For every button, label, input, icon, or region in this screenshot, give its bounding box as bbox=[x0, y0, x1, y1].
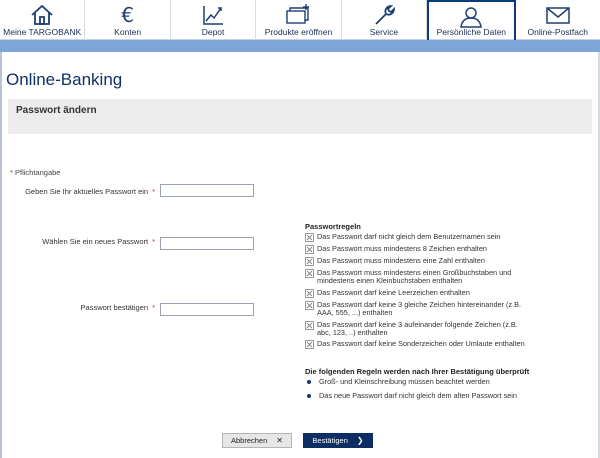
rule-text: Das Passwort darf keine Sonderzeichen oder Umlaute enthalten bbox=[317, 339, 525, 349]
post-check-rule bbox=[305, 377, 490, 386]
cancel-button-label: Abbrechen bbox=[231, 436, 268, 445]
required-mark: * bbox=[152, 237, 155, 246]
rule-text: Das Passwort darf keine 3 gleiche Zeichen hintereinander (z.B. AAA, 555, ...) enthalten bbox=[317, 299, 522, 318]
confirm-password-label bbox=[5, 303, 155, 312]
confirm-password-input[interactable] bbox=[160, 303, 254, 316]
nav-item-produkte-eroeffnen[interactable] bbox=[256, 0, 341, 40]
rule-item bbox=[305, 269, 595, 286]
rule-text: Das Passwort darf keine 3 aufeinander folgende Zeichen (z.B. abc, 123, ..) enthalten bbox=[317, 319, 518, 338]
rule-text: Das Passwort muss mindestens 8 Zeichen enthalten bbox=[317, 244, 487, 253]
required-mark: * bbox=[10, 168, 13, 177]
mail-icon bbox=[545, 3, 571, 27]
nav-label: Meine TARGOBANK bbox=[3, 27, 82, 37]
cards-icon bbox=[285, 3, 311, 27]
chart-icon bbox=[200, 3, 226, 27]
required-mark: * bbox=[152, 303, 155, 312]
rule-item bbox=[305, 245, 595, 254]
current-password-label bbox=[5, 187, 155, 196]
rule-item bbox=[305, 301, 595, 318]
nav-label: Online-Postfach bbox=[527, 27, 588, 37]
euro-icon: € bbox=[121, 3, 134, 27]
rule-text: Das Passwort darf keine Leerzeichen enthalten bbox=[317, 287, 470, 297]
rule-text: Das Passwort muss mindestens einen Großbuchstaben und mindestens einen Kleinbuchstaben enthalten bbox=[317, 268, 512, 286]
main-navigation bbox=[0, 0, 600, 40]
rule-item bbox=[305, 321, 595, 338]
confirm-password-label-text: Passwort bestätigen bbox=[80, 303, 149, 312]
current-password-label-text: Geben Sie Ihr aktuelles Passwort ein bbox=[25, 187, 149, 196]
nav-item-online-postfach[interactable] bbox=[516, 0, 600, 40]
rule-unmet-icon bbox=[305, 340, 314, 349]
section-header bbox=[8, 99, 592, 134]
rule-unmet-icon bbox=[305, 301, 314, 310]
home-icon bbox=[29, 3, 55, 27]
nav-label: Produkte eröffnen bbox=[264, 27, 333, 37]
nav-label: Persönliche Daten bbox=[436, 27, 507, 37]
rule-unmet-icon bbox=[305, 257, 314, 266]
rule-unmet-icon bbox=[305, 233, 314, 242]
person-icon bbox=[458, 5, 484, 29]
content-border-left bbox=[0, 52, 2, 458]
nav-label: Service bbox=[369, 27, 399, 37]
rule-item bbox=[305, 340, 595, 349]
wrench-icon bbox=[371, 3, 397, 27]
rule-unmet-icon bbox=[305, 321, 314, 330]
nav-label: Konten bbox=[114, 27, 142, 37]
new-password-label bbox=[5, 237, 155, 246]
bullet-icon bbox=[307, 394, 311, 398]
rule-unmet-icon bbox=[305, 289, 314, 298]
new-password-label-text: Wählen Sie ein neues Passwort bbox=[42, 237, 149, 246]
required-note-text: Pflichtangabe bbox=[15, 168, 61, 177]
confirm-button-label: Bestätigen bbox=[312, 436, 348, 445]
post-check-rule bbox=[305, 391, 517, 400]
required-note bbox=[10, 168, 60, 177]
bullet-icon bbox=[307, 380, 311, 384]
rule-item bbox=[305, 257, 595, 266]
rule-item bbox=[305, 233, 595, 242]
password-rules bbox=[305, 222, 595, 352]
chevron-right-icon: ❯ bbox=[356, 436, 364, 445]
rule-item bbox=[305, 289, 595, 298]
cancel-button[interactable] bbox=[222, 433, 292, 448]
rule-unmet-icon bbox=[305, 245, 314, 254]
post-check-rule-text: Das neue Passwort darf nicht gleich dem alten Passwort sein bbox=[319, 391, 517, 400]
nav-label: Depot bbox=[201, 27, 225, 37]
new-password-input[interactable] bbox=[160, 237, 254, 250]
close-icon: ✕ bbox=[276, 436, 283, 445]
rule-text: Das Passwort muss mindestens eine Zahl enthalten bbox=[317, 256, 485, 265]
post-check-rules-title: Die folgenden Regeln werden nach Ihrer Bestätigung überprüft bbox=[305, 367, 530, 376]
nav-item-meine-targobank[interactable] bbox=[0, 0, 85, 40]
required-mark: * bbox=[152, 187, 155, 196]
header-band bbox=[0, 40, 600, 52]
nav-item-persoenliche-daten[interactable] bbox=[427, 0, 515, 40]
confirm-button[interactable] bbox=[303, 433, 373, 448]
current-password-input[interactable] bbox=[160, 184, 254, 197]
nav-item-konten[interactable] bbox=[85, 0, 170, 40]
post-check-rule-text: Groß- und Kleinschreibung müssen beachtet werden bbox=[319, 377, 490, 386]
rule-unmet-icon bbox=[305, 269, 314, 278]
nav-item-depot[interactable] bbox=[171, 0, 256, 40]
nav-item-service[interactable] bbox=[342, 0, 427, 40]
section-title: Passwort ändern bbox=[16, 105, 97, 116]
password-rules-title: Passwortregeln bbox=[305, 222, 361, 231]
page-title: Online-Banking bbox=[6, 70, 123, 89]
rule-text: Das Passwort darf nicht gleich dem Benutzernamen sein bbox=[317, 232, 501, 241]
